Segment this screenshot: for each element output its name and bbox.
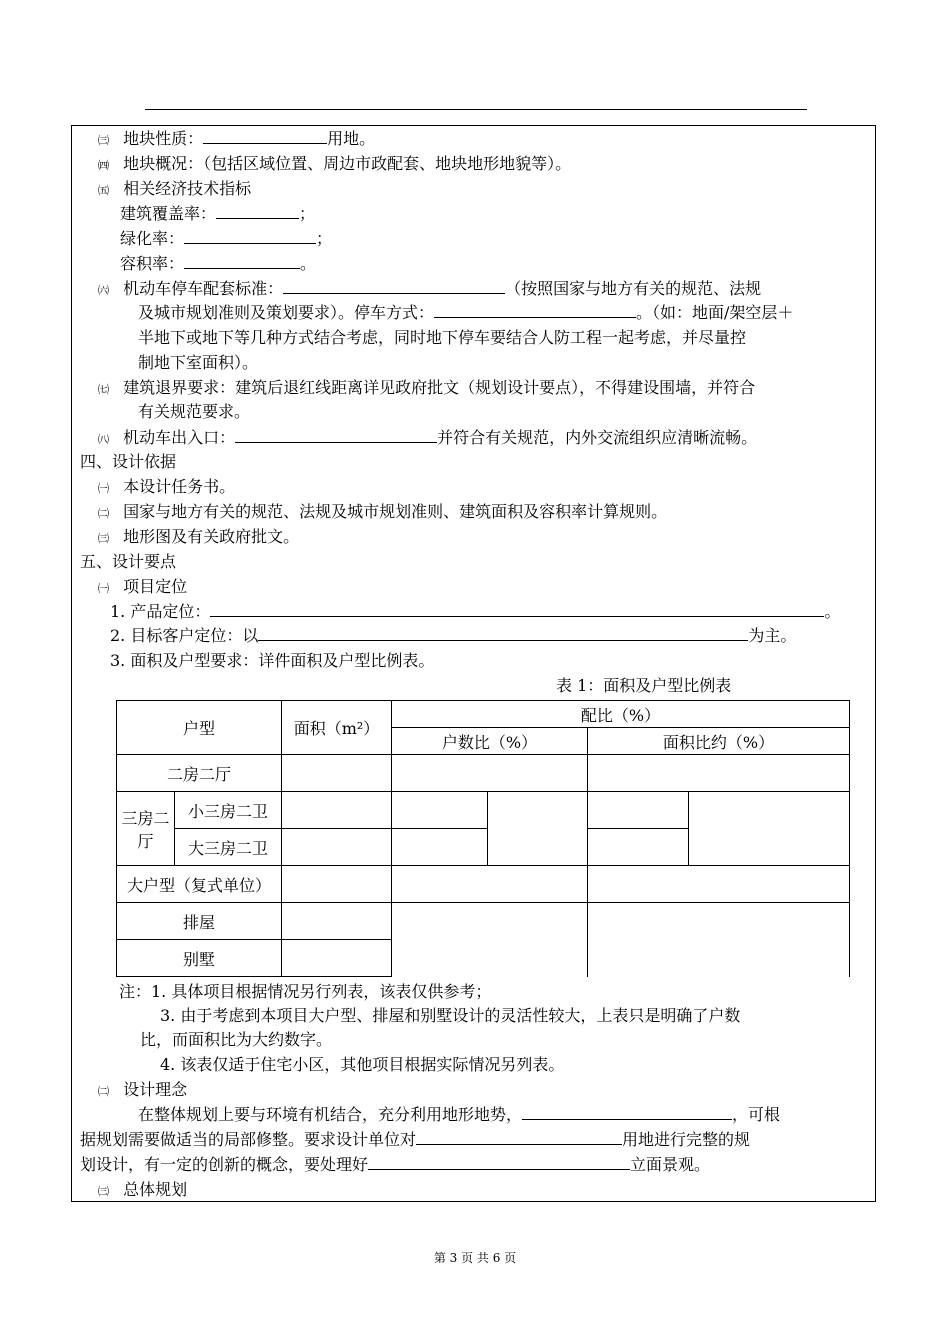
cell-unit-ratio[interactable] (392, 829, 488, 866)
target-customer-line: 2. 目标客户定位：以 为主。 (110, 626, 797, 645)
row-label-villa: 别墅 (117, 940, 282, 977)
coverage-blank[interactable] (216, 203, 299, 219)
basis-item-3: ㈢ 地形图及有关政府批文。 (98, 527, 300, 546)
table-row (117, 903, 850, 940)
parking-method-blank[interactable] (434, 302, 636, 318)
cell-area-ratio[interactable] (588, 866, 850, 903)
header-unit-ratio: 户数比（%） (392, 728, 588, 755)
concept-line-3: 划设计，有一定的创新的概念，要处理好 立面景观。 (80, 1155, 711, 1174)
product-positioning-blank[interactable] (210, 601, 824, 617)
product-positioning-line: 1. 产品定位： 。 (110, 602, 841, 621)
parking-line-2: 及城市规划准则及策划要求）。停车方式： 。（如：地面/架空层＋ (138, 303, 794, 322)
far-line: 容积率： 。 (120, 254, 317, 273)
table-caption: 表 1：面积及户型比例表 (556, 676, 732, 695)
setback-line-2: 有关规范要求。 (138, 402, 251, 421)
row-group-3br: 三房二 厅 (117, 792, 175, 866)
cell-area[interactable] (282, 903, 392, 940)
setback-line: ㈦ 建筑退界要求：建筑后退红线距离详见政府批文（规划设计要点），不得建设围墙，并符合 (98, 378, 756, 397)
cell-unit-ratio-group[interactable] (488, 792, 588, 866)
area-requirement-line: 3. 面积及户型要求：详件面积及户型比例表。 (110, 651, 435, 670)
section-4-heading: 四、设计依据 (80, 452, 177, 471)
row-label-townhouse: 排屋 (117, 903, 282, 940)
note-3-cont: 比，而面积比为大约数字。 (140, 1030, 333, 1049)
vehicle-entrance-blank[interactable] (235, 427, 437, 443)
terrain-blank[interactable] (522, 1104, 732, 1120)
header-area-ratio: 面积比约（%） (588, 728, 850, 755)
tech-index-line: ㈤ 相关经济技术指标 (98, 179, 252, 198)
header-ratio: 配比（%） (392, 701, 850, 728)
section-5-heading: 五、设计要点 (80, 552, 177, 571)
cell-unit-ratio[interactable] (392, 866, 588, 903)
row-label-2br: 二房二厅 (117, 755, 282, 792)
green-rate-line: 绿化率： ； (120, 229, 333, 248)
parking-line-3: 半地下或地下等几种方式结合考虑，同时地下停车要结合人防工程一起考虑，并尽量控 (138, 328, 747, 347)
cell-area-ratio-group[interactable] (689, 792, 850, 866)
land-nature-line: ㈢ 地块性质： 用地。 (98, 129, 376, 148)
note-3: 3. 由于考虑到本项目大户型、排屋和别墅设计的灵活性较大，上表只是明确了户数 (160, 1006, 741, 1025)
cell-area[interactable] (282, 755, 392, 792)
parking-line: ㈥ 机动车停车配套标准： （按照国家与地方有关的规范、法规 (98, 279, 762, 298)
far-blank[interactable] (184, 253, 300, 269)
cell-area[interactable] (282, 829, 392, 866)
cell-area-ratio[interactable] (588, 792, 689, 829)
cell-unit-ratio[interactable] (392, 755, 588, 792)
parking-standard-blank[interactable] (283, 278, 505, 294)
page-number: 第 3 页 共 6 页 (433, 1251, 517, 1265)
note-1: 注：1. 具体项目根据情况另行列表，该表仅供参考； (119, 982, 492, 1001)
coverage-line: 建筑覆盖率： ； (120, 204, 316, 223)
design-concept-title: ㈡ 设计理念 (98, 1080, 188, 1099)
green-rate-blank[interactable] (184, 228, 316, 244)
project-positioning: ㈠ 项目定位 (98, 577, 188, 596)
land-use-blank[interactable] (416, 1129, 622, 1145)
cell-area[interactable] (282, 866, 392, 903)
cell-area-ratio[interactable] (588, 829, 689, 866)
row-label-small-3br: 小三房二卫 (175, 792, 282, 829)
target-customer-blank[interactable] (258, 625, 748, 641)
cell-area[interactable] (282, 792, 392, 829)
header-rule (145, 109, 807, 110)
table-row (117, 866, 850, 903)
concept-line-2: 据规划需要做适当的局部修整。要求设计单位对 用地进行完整的规 (80, 1130, 751, 1149)
cell-area-ratio-merged[interactable] (588, 903, 850, 977)
header-area: 面积（m²） (282, 701, 392, 755)
cell-area-ratio[interactable] (588, 755, 850, 792)
vehicle-entrance-line: ㈧ 机动车出入口： 并符合有关规范，内外交流组织应清晰流畅。 (98, 428, 758, 447)
table-row (117, 792, 850, 829)
land-nature-blank[interactable] (203, 128, 327, 144)
header-unit-type: 户型 (117, 701, 282, 755)
parking-line-4: 制地下室面积）。 (138, 353, 259, 372)
note-4: 4. 该表仅适于住宅小区，其他项目根据实际情况另列表。 (160, 1055, 565, 1074)
cell-unit-ratio[interactable] (392, 792, 488, 829)
area-ratio-table (116, 700, 850, 977)
basis-item-2: ㈡ 国家与地方有关的规范、法规及城市规划准则、建筑面积及容积率计算规则。 (98, 502, 668, 521)
concept-line-1: 在整体规划上要与环境有机结合，充分利用地形地势， ，可根 (138, 1105, 781, 1124)
basis-item-1: ㈠ 本设计任务书。 (98, 477, 236, 496)
master-planning-title: ㈢ 总体规划 (98, 1180, 188, 1199)
cell-unit-ratio-merged[interactable] (392, 903, 588, 977)
row-label-duplex: 大户型（复式单位） (117, 866, 282, 903)
land-overview-line: ㈣ 地块概况：（包括区域位置、周边市政配套、地块地形地貌等）。 (98, 154, 572, 173)
row-label-large-3br: 大三房二卫 (175, 829, 282, 866)
facade-blank[interactable] (368, 1154, 630, 1170)
cell-area[interactable] (282, 940, 392, 977)
table-row (117, 755, 850, 792)
